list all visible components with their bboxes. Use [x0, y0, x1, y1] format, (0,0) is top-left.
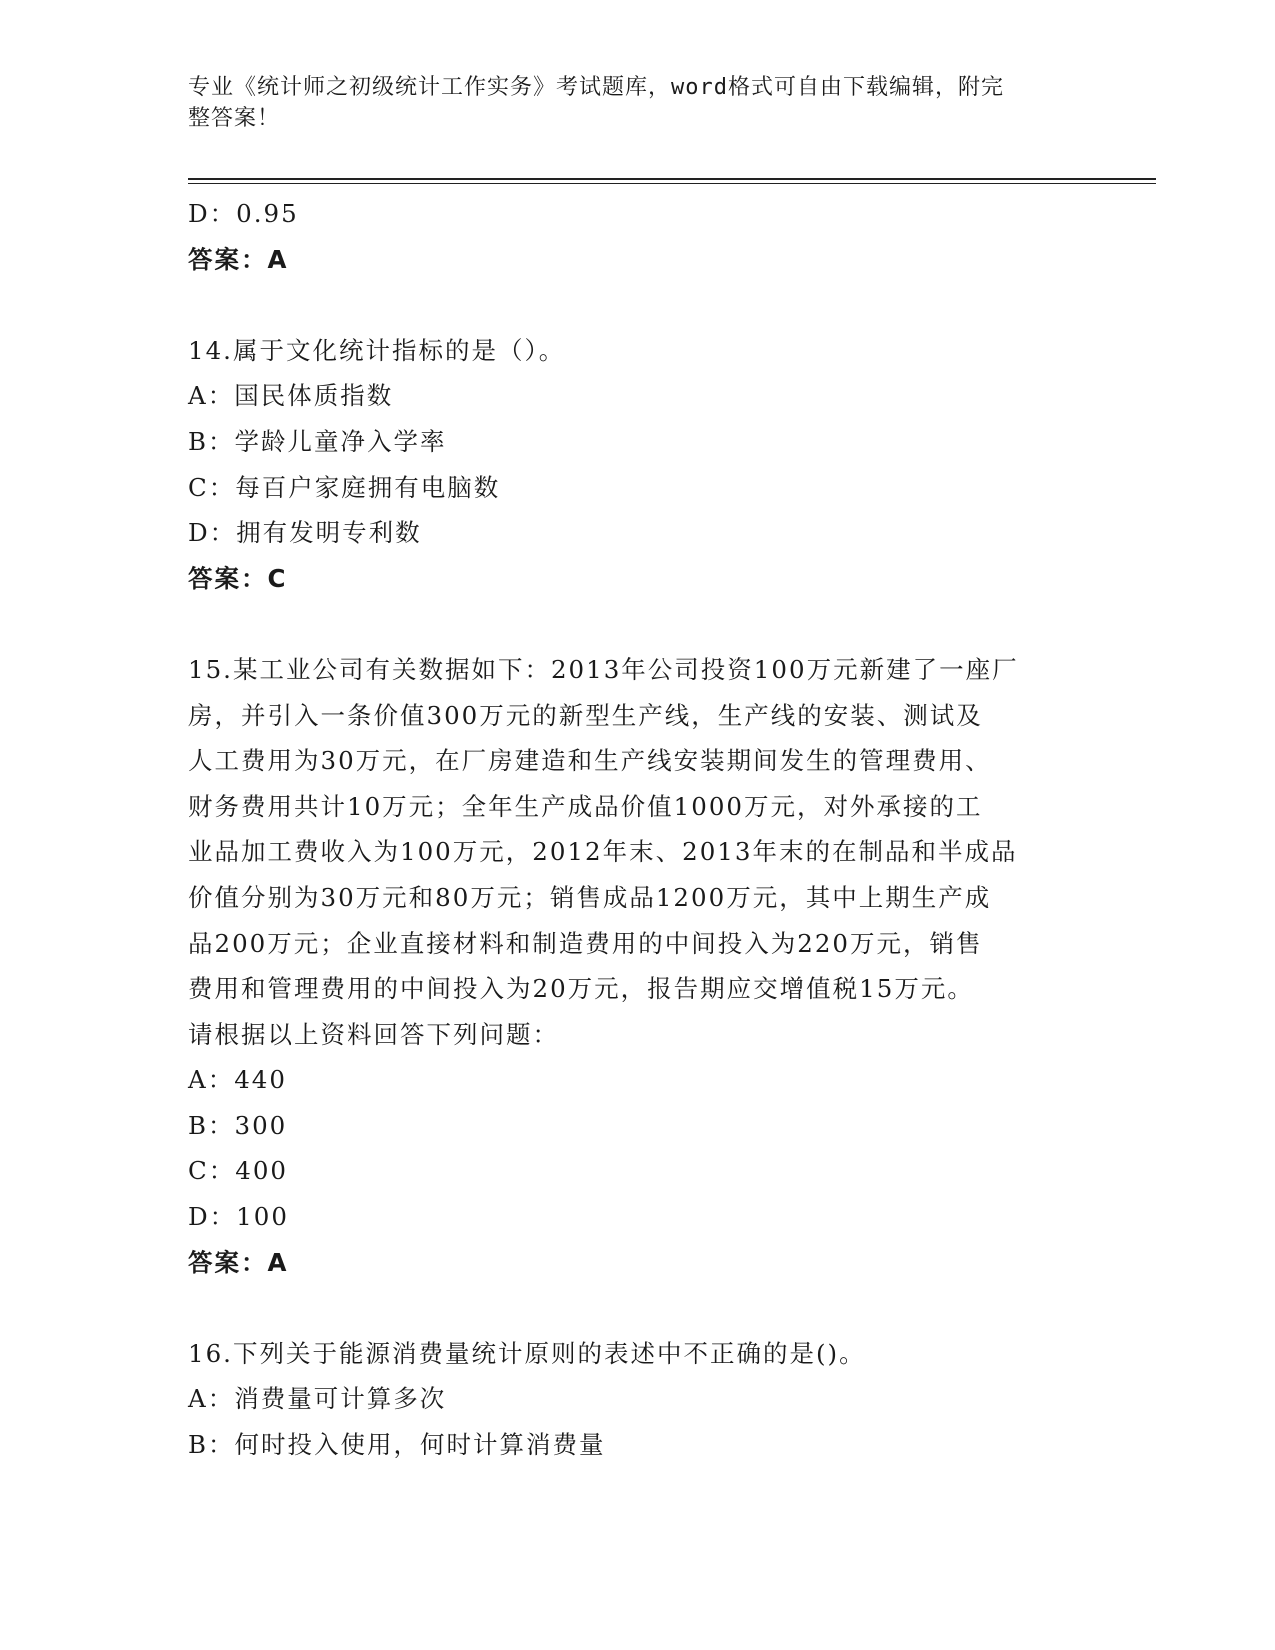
question-content — [188, 191, 1088, 1468]
q15-option-a: A：440 — [188, 1065, 287, 1095]
q14-option-a: A：国民体质指数 — [188, 381, 394, 411]
q15-line: 费用和管理费用的中间投入为20万元，报告期应交增值税15万元。 — [188, 974, 974, 1004]
q14-option-d: D：拥有发明专利数 — [188, 518, 422, 548]
q14-option-c: C：每百户家庭拥有电脑数 — [188, 472, 501, 502]
header-line-1: 专业《统计师之初级统计工作实务》考试题库，word格式可自由下载编辑，附完 — [188, 75, 1004, 100]
question-16: 16.下列关于能源消费量统计原则的表述中不正确的是()。 — [188, 1338, 866, 1368]
header-line-2: 整答案！ — [188, 106, 281, 131]
q15-line: 请根据以上资料回答下列问题： — [188, 1019, 559, 1049]
q15-line: 业品加工费收入为100万元，2012年末、2013年末的在制品和半成品 — [188, 837, 1018, 867]
spacer — [188, 1285, 1088, 1331]
spacer — [188, 601, 1088, 647]
answer-13: 答案：A — [188, 244, 289, 274]
q15-option-c: C：400 — [188, 1156, 289, 1186]
q16-option-a: A：消费量可计算多次 — [188, 1384, 447, 1414]
option-d: D：0.95 — [188, 199, 299, 228]
q15-line: 财务费用共计10万元；全年生产成品价值1000万元，对外承接的工 — [188, 791, 983, 821]
q15-line: 人工费用为30万元，在厂房建造和生产线安装期间发生的管理费用、 — [188, 746, 992, 776]
q16-option-b: B：何时投入使用，何时计算消费量 — [188, 1430, 606, 1460]
q15-option-d: D：100 — [188, 1202, 289, 1232]
answer-14: 答案：C — [188, 563, 288, 593]
question-15 — [188, 647, 1088, 1057]
header-rule-thin — [188, 183, 1156, 184]
q15-line: 价值分别为30万元和80万元；销售成品1200万元，其中上期生产成 — [188, 882, 992, 912]
q15-line: 品200万元；企业直接材料和制造费用的中间投入为220万元，销售 — [188, 928, 983, 958]
header-rule — [188, 178, 1156, 180]
q14-option-b: B：学龄儿童净入学率 — [188, 426, 447, 456]
q15-line: 15.某工业公司有关数据如下：2013年公司投资100万元新建了一座厂 — [188, 654, 1019, 684]
answer-15: 答案：A — [188, 1247, 289, 1277]
q15-option-b: B：300 — [188, 1110, 288, 1140]
spacer — [188, 282, 1088, 328]
page-header — [188, 72, 1068, 134]
question-14: 14.属于文化统计指标的是（）。 — [188, 335, 566, 365]
q15-line: 房，并引入一条价值300万元的新型生产线，生产线的安装、测试及 — [188, 700, 983, 730]
